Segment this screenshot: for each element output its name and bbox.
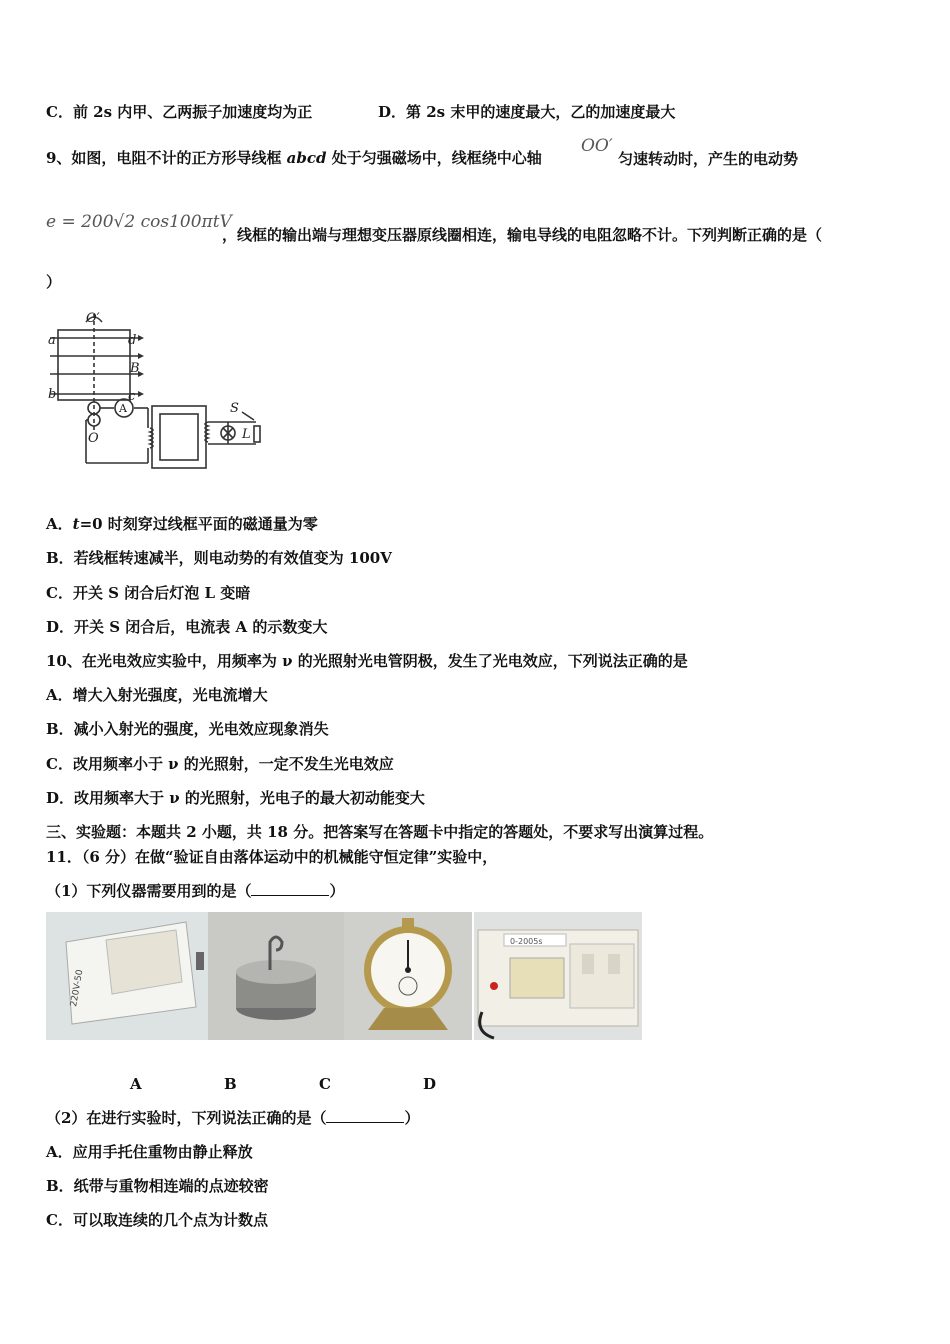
question-9-stem: 9、如图，电阻不计的正方形导线框 abcd 处于匀强磁场中，线框绕中心轴 (46, 149, 542, 167)
q10-option-d: D．改用频率大于 ν 的光照射，光电子的最大初动能变大 (46, 789, 425, 807)
photo-stopwatch-c (344, 912, 472, 1040)
label-c: c (128, 389, 136, 404)
question-9-stem-cont2: ，线框的输出端与理想变压器原线圈相连，输电导线的电阻忽略不计。下列判断正确的是（ (222, 226, 823, 244)
q9-option-a: A．t=0 时刻穿过线框平面的磁通量为零 (46, 515, 318, 533)
photo-a-text: 220V-50 (69, 968, 86, 1008)
q11-part2: （2）在进行实验时，下列说法正确的是（ ） (46, 1109, 420, 1127)
label-a: a (48, 333, 56, 348)
question-10-stem: 10、在光电效应实验中，用频率为 ν 的光照射光电管阴极，发生了光电效应，下列说法正确的是 (46, 652, 688, 670)
photo-weight-b (208, 912, 344, 1040)
photo-timer-d (474, 912, 642, 1040)
label-switch: S (230, 401, 239, 416)
photo-timer-a (46, 912, 208, 1040)
label-field-b: B (130, 361, 140, 376)
photo-label-c: C (319, 1075, 331, 1093)
q9-option-c: C．开关 S 闭合后灯泡 L 变暗 (46, 584, 251, 602)
option-d-prev: D．第 2s 末甲的速度最大，乙的加速度最大 (378, 103, 676, 121)
emf-formula: e = 200√2 cos100πtV (46, 212, 232, 232)
q11-part1: （1）下列仪器需要用到的是（ ） (46, 882, 345, 900)
q10-option-c: C．改用频率小于 ν 的光照射，一定不发生光电效应 (46, 755, 394, 773)
photo-label-b: B (224, 1075, 237, 1093)
q11-2-option-a: A．应用手托住重物由静止释放 (46, 1143, 253, 1161)
label-lamp: L (242, 427, 251, 442)
photo-label-d: D (423, 1075, 437, 1093)
label-b: b (48, 387, 57, 402)
section-3-heading: 三、实验题：本题共 2 小题，共 18 分。把答案写在答题卡中指定的答题处，不要求写出演算过程。 (46, 823, 714, 841)
q10-option-a: A．增大入射光强度，光电流增大 (46, 686, 268, 704)
question-9-stem-cont: 匀速转动时，产生的电动势 (618, 150, 799, 168)
photo-label-a: A (130, 1075, 142, 1093)
option-c-prev: C．前 2s 内甲、乙两振子加速度均为正 (46, 103, 313, 121)
question-11-stem: 11．（6 分）在做“验证自由落体运动中的机械能守恒定律”实验中， (46, 848, 498, 866)
q9-option-d: D．开关 S 闭合后，电流表 A 的示数变大 (46, 618, 328, 636)
answer-blank-2[interactable] (326, 1108, 404, 1123)
answer-blank-1[interactable] (251, 881, 329, 896)
label-d: d (128, 333, 137, 348)
q9-option-b: B．若线框转速减半，则电动势的有效值变为 100V (46, 549, 392, 567)
question-9-close: ） (46, 273, 62, 291)
q10-option-b: B．减小入射光的强度，光电效应现象消失 (46, 720, 329, 738)
q11-2-option-c: C．可以取连续的几个点为计数点 (46, 1211, 268, 1229)
photo-d-text: 0-2005s (510, 937, 543, 946)
circuit-figure (46, 308, 276, 473)
label-o-bottom: O (88, 431, 99, 446)
label-o-top: O′ (86, 311, 100, 326)
q11-2-option-b: B．纸带与重物相连端的点迹较密 (46, 1177, 269, 1195)
label-ammeter: A (119, 402, 127, 415)
axis-symbol: OO′ (581, 136, 613, 156)
